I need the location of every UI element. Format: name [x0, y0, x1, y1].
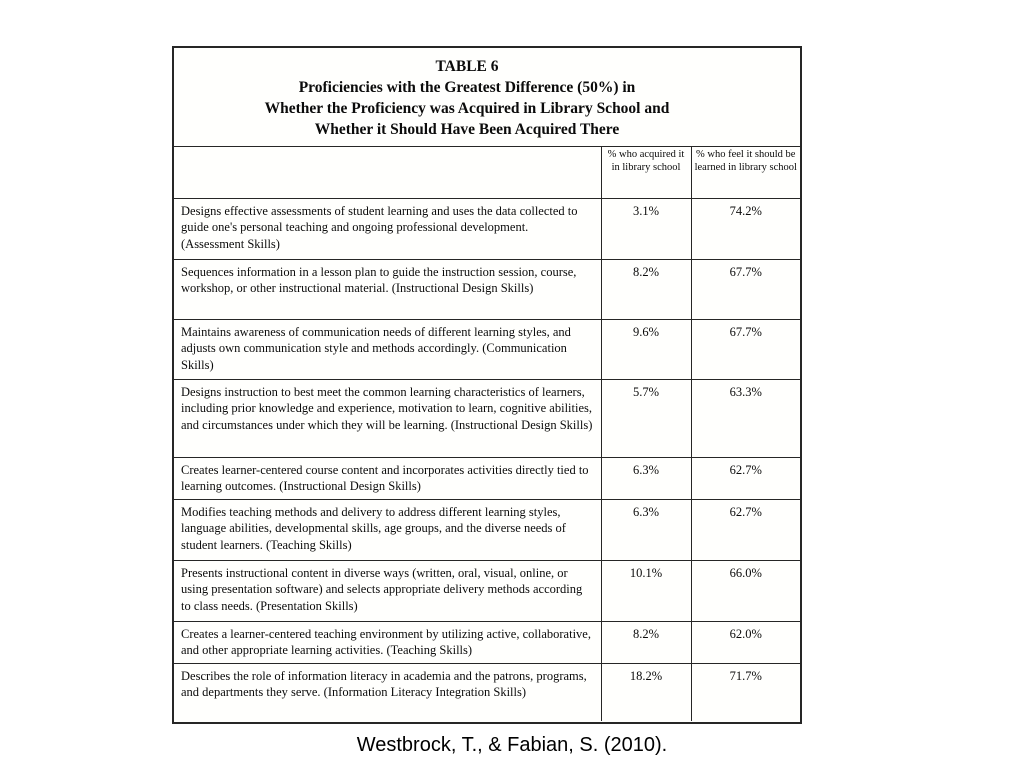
table-row — [174, 499, 800, 560]
acquired-percent: 6.3% — [601, 457, 691, 499]
should-learn-percent: 62.7% — [691, 457, 800, 499]
acquired-percent: 8.2% — [601, 621, 691, 663]
table-row — [174, 621, 800, 663]
table-title-line-1: Proficiencies with the Greatest Difference (50%) in — [298, 79, 636, 96]
should-learn-percent: 67.7% — [691, 259, 800, 319]
proficiency-description: Designs instruction to best meet the common learning characteristics of learners, including prior knowledge and experience, motivation to learn, cognitive abilities, and circumstances under which they will be learning. (Instructional Design Skills) — [174, 379, 601, 457]
acquired-percent: 10.1% — [601, 560, 691, 621]
proficiency-table — [174, 147, 800, 721]
acquired-percent: 5.7% — [601, 379, 691, 457]
should-learn-percent: 71.7% — [691, 663, 800, 721]
citation: Westbrock, T., & Fabian, S. (2010). — [356, 734, 668, 756]
proficiency-description: Creates learner-centered course content and incorporates activities directly tied to learning outcomes. (Instructional Design Skills) — [174, 457, 601, 499]
proficiency-description: Describes the role of information literacy in academia and the patrons, programs, and departments they serve. (Information Literacy Integration Skills) — [174, 663, 601, 721]
column-header-acquired: % who acquired it in library school — [601, 147, 691, 198]
table-row — [174, 319, 800, 379]
table-title-line-2: Whether the Proficiency was Acquired in Library School and — [264, 100, 670, 117]
should-learn-percent: 67.7% — [691, 319, 800, 379]
acquired-percent: 3.1% — [601, 198, 691, 259]
table-row — [174, 198, 800, 259]
should-learn-percent: 66.0% — [691, 560, 800, 621]
table-header-row — [174, 147, 800, 198]
table-title — [174, 48, 800, 147]
column-header-should-learn: % who feel it should be learned in library school — [691, 147, 800, 198]
table-row — [174, 259, 800, 319]
acquired-percent: 6.3% — [601, 499, 691, 560]
proficiency-description: Sequences information in a lesson plan to guide the instruction session, course, workshop, or other instructional material. (Instructional Design Skills) — [174, 259, 601, 319]
acquired-percent: 8.2% — [601, 259, 691, 319]
proficiency-description: Modifies teaching methods and delivery to address different learning styles, language abilities, developmental skills, age groups, and the diverse needs of student learners. (Teaching Skills) — [174, 499, 601, 560]
proficiency-description: Presents instructional content in diverse ways (written, oral, visual, online, or using presentation software) and selects appropriate delivery methods according to class needs. (Presentation Skills) — [174, 560, 601, 621]
table-row — [174, 379, 800, 457]
column-header-proficiency — [174, 147, 601, 198]
table-row — [174, 663, 800, 721]
proficiency-description: Designs effective assessments of student learning and uses the data collected to guide one's personal teaching and ongoing professional development. (Assessment Skills) — [174, 198, 601, 259]
should-learn-percent: 62.7% — [691, 499, 800, 560]
scanned-table — [172, 46, 802, 724]
should-learn-percent: 74.2% — [691, 198, 800, 259]
proficiency-description: Maintains awareness of communication needs of different learning styles, and adjusts own communication style and methods accordingly. (Communication Skills) — [174, 319, 601, 379]
should-learn-percent: 63.3% — [691, 379, 800, 457]
acquired-percent: 18.2% — [601, 663, 691, 721]
proficiency-description: Creates a learner-centered teaching environment by utilizing active, collaborative, and other appropriate learning activities. (Teaching Skills) — [174, 621, 601, 663]
table-row — [174, 457, 800, 499]
should-learn-percent: 62.0% — [691, 621, 800, 663]
table-number: TABLE 6 — [435, 58, 499, 75]
acquired-percent: 9.6% — [601, 319, 691, 379]
table-title-line-3: Whether it Should Have Been Acquired There — [314, 121, 620, 138]
table-row — [174, 560, 800, 621]
